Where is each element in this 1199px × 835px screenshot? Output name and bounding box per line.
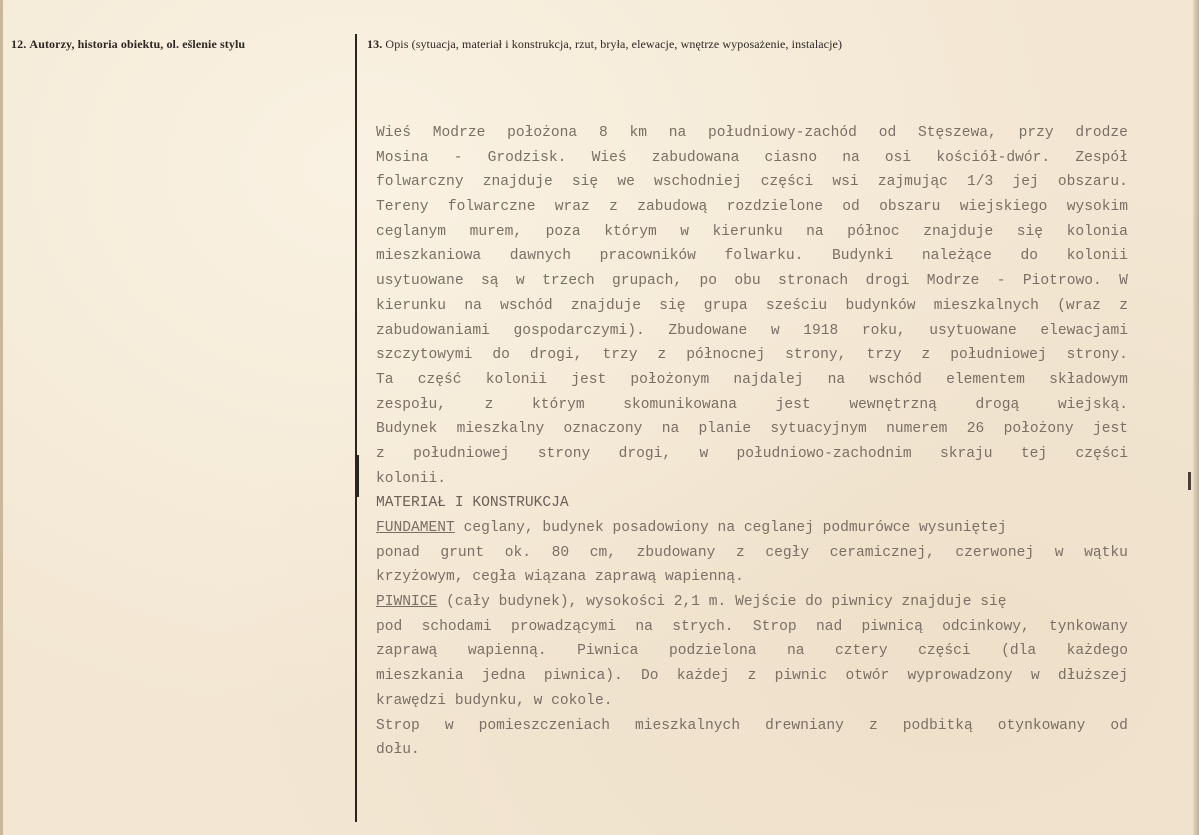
typed-word: z bbox=[735, 544, 745, 561]
typed-word: położona bbox=[507, 125, 578, 141]
typed-word: piwnica). bbox=[543, 668, 623, 685]
typed-word: z bbox=[657, 347, 667, 364]
typed-word: od bbox=[878, 125, 897, 141]
typed-word: szczytowymi bbox=[376, 347, 473, 364]
typed-word: jest bbox=[775, 396, 811, 413]
typed-word: do bbox=[1020, 248, 1039, 265]
typed-word: tynkowany bbox=[1049, 618, 1128, 635]
typed-word: usytuowane bbox=[929, 322, 1017, 339]
description-line bbox=[376, 393, 1128, 418]
typed-word: skomunikowana bbox=[623, 396, 738, 413]
description-line bbox=[376, 417, 1128, 442]
typed-word: wschód bbox=[500, 297, 553, 314]
typed-word: są bbox=[480, 273, 499, 290]
field-13-header bbox=[367, 37, 842, 52]
typed-word: (dla bbox=[1001, 643, 1037, 660]
typed-word: południowej bbox=[413, 445, 510, 462]
typed-word: podbitką bbox=[902, 717, 973, 734]
typed-word: otwór bbox=[845, 668, 890, 685]
typed-word: zbudowany bbox=[636, 544, 716, 561]
typed-word: z bbox=[868, 717, 878, 734]
typed-word: ceglanym bbox=[376, 223, 447, 240]
typed-word: grunt bbox=[440, 544, 485, 561]
typed-word: Budynki bbox=[831, 248, 894, 265]
description-line bbox=[376, 195, 1128, 220]
typed-word: po bbox=[699, 273, 718, 290]
typed-word: Zbudowane bbox=[668, 322, 748, 339]
typed-word: we bbox=[617, 174, 635, 191]
typed-word: wyprowadzony bbox=[907, 668, 1013, 685]
typed-word: Wieś bbox=[376, 125, 412, 141]
typed-word: gospodarczymi). bbox=[513, 322, 645, 339]
typed-word: wschodniej bbox=[654, 174, 742, 191]
typed-word: Tereny bbox=[376, 199, 429, 216]
typed-word: części bbox=[918, 643, 971, 660]
fundament-label: FUNDAMENT bbox=[376, 520, 455, 536]
typed-word: Stęszewa, bbox=[917, 125, 997, 141]
piwnice-line: krawędzi budynku, w cokole. bbox=[376, 692, 613, 709]
fundament-line: FUNDAMENT ceglany, budynek posadowiony na ceglanej podmurówce wysuniętej bbox=[376, 516, 1128, 541]
typed-word: na bbox=[842, 149, 860, 166]
typed-word: 8 bbox=[598, 125, 608, 141]
page-left-edge bbox=[0, 0, 3, 835]
typed-word: stronach bbox=[778, 273, 849, 290]
typed-word: 80 bbox=[551, 544, 570, 561]
typed-word: należące bbox=[921, 248, 992, 265]
typed-word: Piotrowo. bbox=[1022, 273, 1102, 290]
typed-word: mieszkaniowa bbox=[376, 248, 482, 265]
typed-word: mieszkania bbox=[376, 668, 464, 685]
typed-word: na bbox=[806, 223, 824, 240]
typed-word: z bbox=[376, 445, 385, 462]
field-12-label: Autorzy, historia obiektu, ol. ešlenie stylu bbox=[29, 37, 246, 51]
typed-word: części bbox=[760, 174, 814, 191]
typed-word: Do bbox=[641, 668, 659, 685]
typed-word: mieszkalnych bbox=[634, 717, 741, 734]
piwnice-label: PIWNICE bbox=[376, 594, 438, 611]
fundament-line: krzyżowym, cegła wiązana zaprawą wapienną. bbox=[376, 569, 744, 586]
description-line bbox=[376, 319, 1128, 344]
fundament-line bbox=[376, 541, 1128, 566]
typed-word: południowej bbox=[950, 347, 1047, 364]
typed-word: (wraz bbox=[1057, 297, 1101, 314]
typed-word: każdej bbox=[676, 668, 730, 685]
description-line bbox=[376, 442, 1128, 467]
typed-word: strony bbox=[537, 445, 591, 462]
typed-word: Modrze bbox=[926, 273, 980, 290]
typed-word: się bbox=[1016, 223, 1044, 240]
typed-word: Strop bbox=[376, 717, 420, 734]
typed-word: Grodzisk. bbox=[487, 149, 567, 166]
typed-word: folwarczny bbox=[376, 174, 464, 191]
typed-word: drogi, bbox=[618, 445, 672, 462]
typed-word: odcinkowy, bbox=[942, 618, 1030, 635]
description-line bbox=[376, 343, 1128, 368]
description-line bbox=[376, 146, 1128, 171]
field-12-number: 12. bbox=[11, 37, 27, 51]
typed-word: kolonii bbox=[1066, 248, 1128, 265]
typed-word: Budynek bbox=[376, 421, 438, 438]
typed-word: obszaru. bbox=[1057, 174, 1128, 191]
typed-word: piwnic bbox=[774, 668, 828, 685]
typed-word: trzy bbox=[602, 347, 638, 364]
typed-word: jej bbox=[1012, 174, 1039, 191]
typed-word: osi bbox=[884, 149, 912, 166]
typed-word: grupach, bbox=[612, 273, 683, 290]
typed-word: otynkowany bbox=[997, 717, 1086, 734]
typed-word: przy bbox=[1018, 125, 1054, 141]
typed-word: Ta bbox=[376, 371, 394, 388]
description-text bbox=[376, 121, 1128, 763]
typed-word: z bbox=[609, 199, 618, 216]
typed-word: Wieś bbox=[591, 149, 627, 166]
typed-word: każdego bbox=[1066, 643, 1128, 660]
piwnice-line: PIWNICE (cały budynek), wysokości 2,1 m. Wejście do piwnicy znajduje się bbox=[376, 590, 1128, 615]
typed-word: w bbox=[1030, 668, 1040, 685]
typed-word: - bbox=[996, 273, 1006, 290]
typed-word: zaprawą bbox=[376, 643, 438, 660]
typed-word: pod bbox=[376, 618, 403, 635]
typed-word: kolonii bbox=[485, 371, 547, 388]
typed-word: w bbox=[444, 717, 454, 734]
typed-word: grupa bbox=[703, 297, 748, 314]
strop-line: dołu. bbox=[376, 742, 420, 759]
typed-word: na bbox=[635, 618, 653, 635]
typed-word: w bbox=[1054, 544, 1064, 561]
typed-word: wiejskiego bbox=[959, 199, 1048, 216]
field-13-number: 13. bbox=[367, 37, 383, 51]
typed-word: wysokim bbox=[1066, 199, 1128, 216]
typed-word: najdalej bbox=[733, 371, 804, 388]
description-line bbox=[376, 294, 1128, 319]
column-divider-mark bbox=[356, 455, 359, 497]
typed-word: cm, bbox=[589, 544, 616, 561]
typed-word: planie bbox=[698, 421, 752, 438]
typed-word: folwarczne bbox=[447, 199, 536, 216]
description-line bbox=[376, 121, 1128, 146]
typed-word: strych. bbox=[672, 618, 734, 635]
typed-word: pomieszczeniach bbox=[478, 717, 610, 734]
typed-word: drewniany bbox=[765, 717, 844, 734]
typed-word: W bbox=[1119, 273, 1128, 290]
typed-word: z bbox=[747, 668, 757, 685]
typed-word: się bbox=[659, 297, 686, 314]
description-line bbox=[376, 244, 1128, 269]
typed-word: zespołu, bbox=[376, 396, 447, 413]
typed-word: na bbox=[787, 643, 805, 660]
typed-word: wschód bbox=[869, 371, 922, 388]
typed-word: część bbox=[417, 371, 462, 388]
typed-word: wiejską. bbox=[1057, 396, 1128, 413]
typed-word: trzech bbox=[542, 273, 595, 290]
typed-word: w bbox=[770, 322, 780, 339]
typed-word: Modrze bbox=[432, 125, 486, 141]
typed-word: obszaru bbox=[879, 199, 941, 216]
typed-word: elementem bbox=[946, 371, 1025, 388]
typed-word: oznaczony bbox=[563, 421, 643, 438]
typed-word: wątku bbox=[1084, 544, 1128, 561]
typed-word: od bbox=[842, 199, 860, 216]
typed-word: na bbox=[661, 421, 680, 438]
typed-word: cegły bbox=[765, 544, 810, 561]
typed-word: Mosina bbox=[376, 149, 429, 166]
typed-word: numerem bbox=[886, 421, 948, 438]
typed-word: położonym bbox=[630, 371, 710, 388]
description-line bbox=[376, 170, 1128, 195]
typed-word: mieszkalny bbox=[456, 421, 545, 438]
typed-word: dłuższej bbox=[1057, 668, 1128, 685]
typed-word: km bbox=[629, 125, 647, 141]
typed-word: na bbox=[827, 371, 846, 388]
typed-word: skraju bbox=[940, 445, 993, 462]
typed-word: części bbox=[1075, 445, 1128, 462]
typed-word: wapienną. bbox=[467, 643, 547, 660]
typed-word: murem, bbox=[469, 223, 523, 240]
typed-word: tej bbox=[1020, 445, 1048, 462]
typed-word: wraz bbox=[554, 199, 590, 216]
typed-word: 26 bbox=[966, 421, 985, 438]
typed-word: składowym bbox=[1049, 371, 1128, 388]
typed-word: rozdzielone bbox=[726, 199, 823, 216]
field-12-header bbox=[11, 37, 245, 52]
typed-word: budynków bbox=[845, 297, 916, 314]
typed-word: roku, bbox=[861, 322, 906, 339]
typed-word: drogą bbox=[975, 396, 1020, 413]
typed-word: ok. bbox=[504, 544, 532, 561]
piwnice-line bbox=[376, 664, 1128, 689]
typed-word: południowo-zachodnim bbox=[736, 445, 912, 462]
typed-word: do bbox=[492, 347, 510, 364]
typed-word: ponad bbox=[376, 544, 420, 561]
typed-word: prowadzącymi bbox=[510, 618, 617, 635]
typed-word: w bbox=[515, 273, 525, 290]
typed-word: ciasno bbox=[764, 149, 818, 166]
typed-word: południowy-zachód bbox=[708, 125, 857, 141]
typed-word: kierunku bbox=[712, 223, 783, 240]
typed-word: jedna bbox=[481, 668, 526, 685]
typed-word: z bbox=[1119, 297, 1128, 314]
typed-word: mieszkalnych bbox=[933, 297, 1039, 314]
typed-word: północnej bbox=[686, 347, 766, 364]
strop-line bbox=[376, 714, 1128, 739]
description-line: kolonii. bbox=[376, 470, 447, 487]
typed-word: strony. bbox=[1066, 347, 1128, 364]
typed-word: kierunku bbox=[376, 297, 447, 314]
typed-word: znajduje bbox=[923, 223, 994, 240]
typed-word: strony, bbox=[785, 347, 847, 364]
typed-word: ceramicznej, bbox=[829, 544, 935, 561]
typed-word: w bbox=[680, 223, 690, 240]
typed-word: położony bbox=[1003, 421, 1074, 438]
typed-word: sytuacyjnym bbox=[770, 421, 867, 438]
typed-word: się bbox=[571, 174, 599, 191]
typed-word: nad bbox=[815, 618, 843, 635]
piwnice-line bbox=[376, 639, 1128, 664]
description-line bbox=[376, 368, 1128, 393]
typed-word: znajduje bbox=[482, 174, 553, 191]
typed-word: w bbox=[699, 445, 709, 462]
piwnice-line bbox=[376, 615, 1128, 640]
typed-word: sześciu bbox=[765, 297, 828, 314]
typed-word: zajmując bbox=[877, 174, 948, 191]
typed-word: pracowników bbox=[599, 248, 696, 265]
typed-word: Zespół bbox=[1075, 149, 1128, 166]
typed-word: wsi bbox=[832, 174, 859, 191]
margin-mark bbox=[1188, 472, 1191, 490]
typed-word: od bbox=[1110, 717, 1128, 734]
typed-word: podzielona bbox=[668, 643, 757, 660]
typed-word: 1918 bbox=[803, 322, 839, 339]
typed-word: piwnicą bbox=[861, 618, 923, 635]
typed-word: którym bbox=[604, 223, 657, 240]
typed-word: zabudowana bbox=[651, 149, 740, 166]
typed-word: 1/3 bbox=[967, 174, 994, 191]
typed-word: jest bbox=[571, 371, 607, 388]
typed-word: zabudowaniami bbox=[376, 322, 490, 339]
typed-word: poza bbox=[545, 223, 581, 240]
typed-word: drodze bbox=[1075, 125, 1128, 141]
typed-word: jest bbox=[1092, 421, 1128, 438]
typed-word: z bbox=[484, 396, 494, 413]
typed-word: północ bbox=[847, 223, 900, 240]
typed-word: obu bbox=[734, 273, 761, 290]
typed-word: wewnętrzną bbox=[849, 396, 937, 413]
description-line bbox=[376, 220, 1128, 245]
page-right-edge bbox=[1193, 0, 1199, 835]
field-13-label: Opis (sytuacja, materiał i konstrukcja, rzut, bryła, elewacje, wnętrze wyposażenie, instalacje) bbox=[385, 37, 843, 51]
typed-word: kościół-dwór. bbox=[936, 149, 1051, 166]
section-heading: MATERIAŁ I KONSTRUKCJA bbox=[376, 495, 569, 512]
typed-word: usytuowane bbox=[376, 273, 464, 290]
typed-word: cztery bbox=[835, 643, 888, 660]
typed-word: drogi bbox=[865, 273, 910, 290]
typed-word: - bbox=[453, 149, 463, 166]
typed-word: dawnych bbox=[509, 248, 571, 265]
typed-word: trzy bbox=[866, 347, 902, 364]
typed-word: folwarku. bbox=[724, 248, 804, 265]
typed-word: na bbox=[464, 297, 482, 314]
typed-word: z bbox=[921, 347, 931, 364]
description-line bbox=[376, 269, 1128, 294]
typed-word: drogi, bbox=[529, 347, 583, 364]
typed-word: znajduje bbox=[570, 297, 641, 314]
typed-word: kolonia bbox=[1066, 223, 1128, 240]
typed-word: elewacjami bbox=[1040, 322, 1128, 339]
column-divider bbox=[355, 34, 357, 822]
typed-word: schodami bbox=[421, 618, 492, 635]
typed-word: którym bbox=[532, 396, 585, 413]
typed-word: Strop bbox=[752, 618, 797, 635]
typed-word: Piwnica bbox=[577, 643, 639, 660]
typed-word: czerwonej bbox=[955, 544, 1035, 561]
typed-word: na bbox=[668, 125, 687, 141]
typed-word: zabudową bbox=[637, 199, 708, 216]
